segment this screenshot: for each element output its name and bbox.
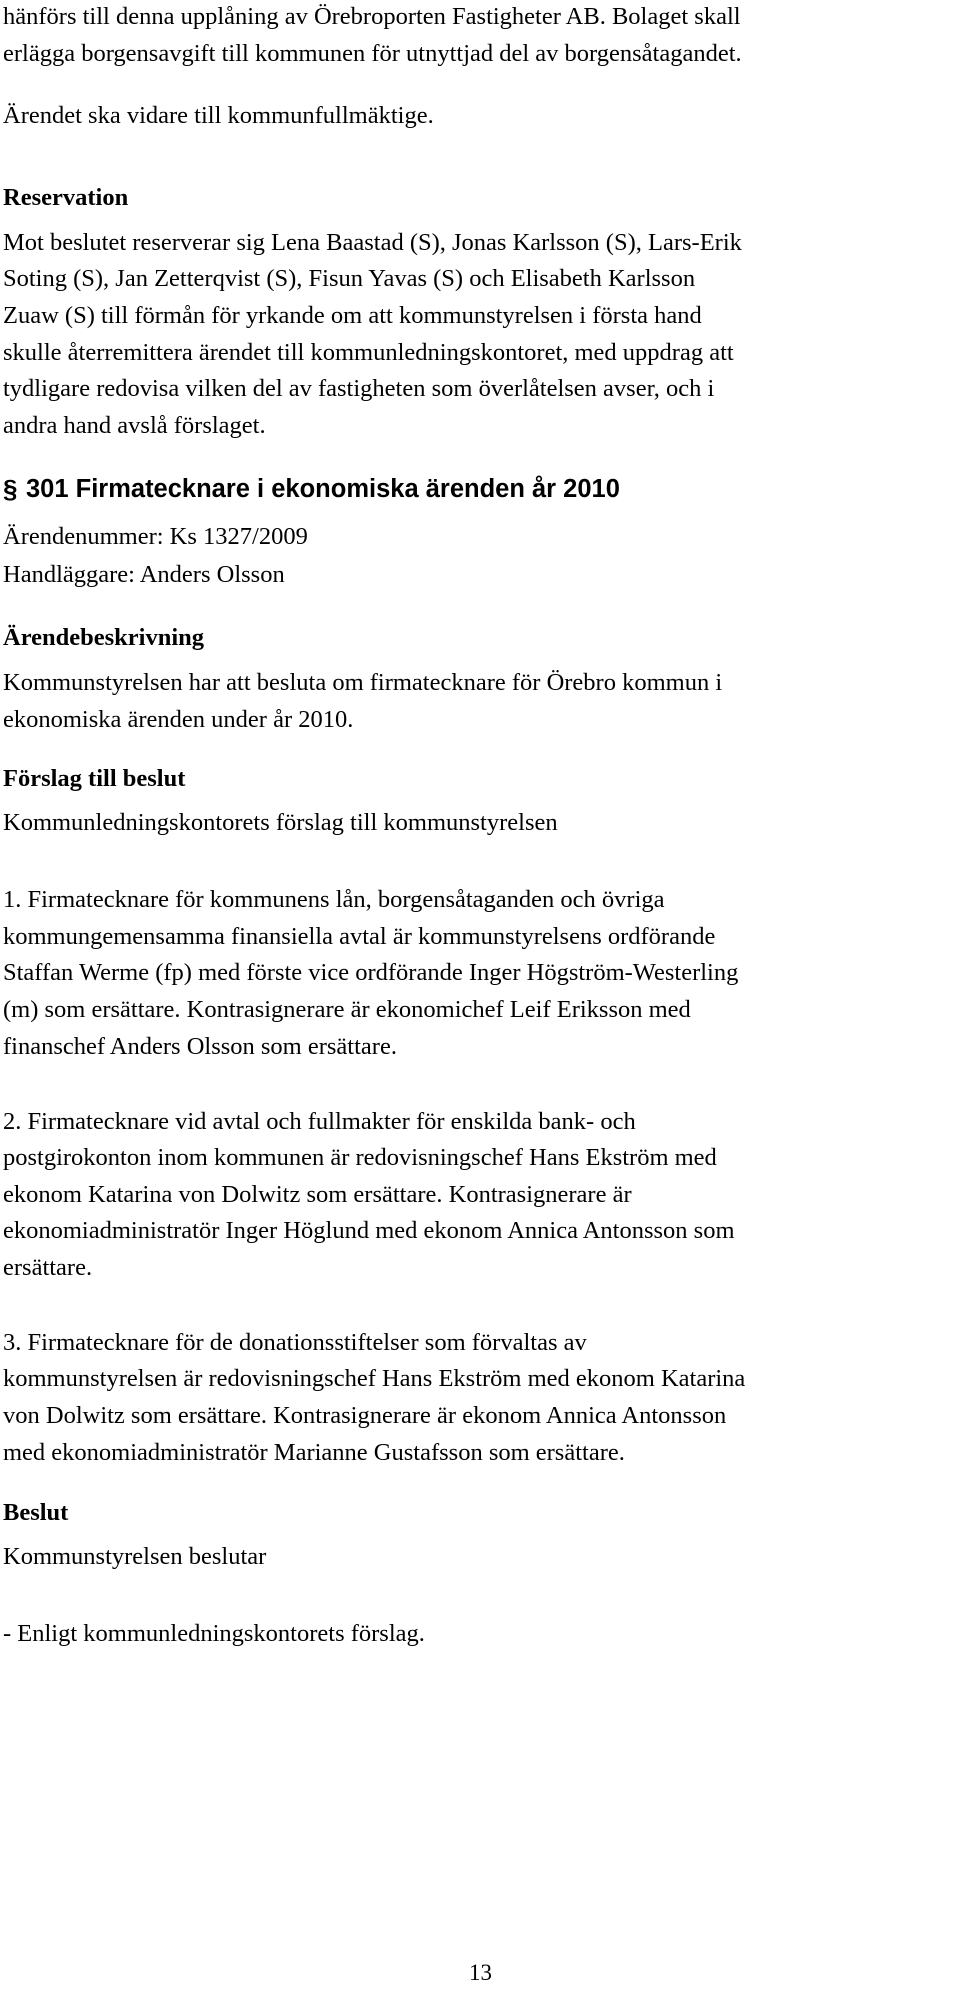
reservation-line-4: skulle återremittera ärendet till kommunledningskontoret, med uppdrag att	[3, 339, 734, 366]
point-1-line-5: finanschef Anders Olsson som ersättare.	[3, 1033, 397, 1060]
point-1-line-1: 1. Firmatecknare för kommunens lån, borgensåtaganden och övriga	[3, 886, 665, 913]
description-line-1: Kommunstyrelsen har att besluta om firmatecknare för Örebro kommun i	[3, 669, 723, 696]
point-3-line-4: med ekonomiadministratör Marianne Gustafsson som ersättare.	[3, 1439, 625, 1466]
point-1-line-2: kommungemensamma finansiella avtal är kommunstyrelsens ordförande	[3, 923, 716, 950]
point-2-line-4: ekonomiadministratör Inger Höglund med ekonom Annica Antonsson som	[3, 1217, 735, 1244]
point-1-line-3: Staffan Werme (fp) med förste vice ordförande Inger Högström-Westerling	[3, 959, 739, 986]
point-2-line-3: ekonom Katarina von Dolwitz som ersättare. Kontrasignerare är	[3, 1181, 632, 1208]
proposal-subheading: Kommunledningskontorets förslag till kommunstyrelsen	[3, 809, 558, 836]
description-line-2: ekonomiska ärenden under år 2010.	[3, 706, 354, 733]
decision-line-2: - Enligt kommunledningskontorets förslag.	[3, 1620, 425, 1647]
point-2-line-2: postgirokonton inom kommunen är redovisningschef Hans Ekström med	[3, 1144, 717, 1171]
point-3-line-2: kommunstyrelsen är redovisningschef Hans Ekström med ekonom Katarina	[3, 1365, 746, 1392]
point-2-line-5: ersättare.	[3, 1254, 93, 1281]
reservation-line-2: Soting (S), Jan Zetterqvist (S), Fisun Yavas (S) och Elisabeth Karlsson	[3, 265, 696, 292]
reservation-line-3: Zuaw (S) till förmån för yrkande om att kommunstyrelsen i första hand	[3, 302, 702, 329]
point-3-line-1: 3. Firmatecknare för de donationsstiftelser som förvaltas av	[3, 1329, 587, 1356]
reservation-line-6: andra hand avslå förslaget.	[3, 412, 266, 439]
section-symbol: §	[3, 474, 18, 504]
decision-line-1: Kommunstyrelsen beslutar	[3, 1543, 267, 1570]
point-2-line-1: 2. Firmatecknare vid avtal och fullmakter för enskilda bank- och	[3, 1108, 636, 1135]
proposal-heading: Förslag till beslut	[3, 765, 186, 792]
intro-line-3: Ärendet ska vidare till kommunfullmäktige.	[3, 102, 434, 129]
point-1-line-4: (m) som ersättare. Kontrasignerare är ekonomichef Leif Eriksson med	[3, 996, 691, 1023]
intro-line-1: hänförs till denna upplåning av Örebroporten Fastigheter AB. Bolaget skall	[3, 3, 741, 30]
reservation-heading: Reservation	[3, 184, 129, 211]
reservation-line-1: Mot beslutet reserverar sig Lena Baastad (S), Jonas Karlsson (S), Lars-Erik	[3, 229, 742, 256]
case-officer: Handläggare: Anders Olsson	[3, 561, 285, 588]
intro-line-2: erlägga borgensavgift till kommunen för utnyttjad del av borgensåtagandet.	[3, 40, 742, 67]
case-number: Ärendenummer: Ks 1327/2009	[3, 523, 308, 550]
description-heading: Ärendebeskrivning	[3, 624, 205, 651]
decision-heading: Beslut	[3, 1499, 69, 1526]
reservation-line-5: tydligare redovisa vilken del av fastigheten som överlåtelsen avser, och i	[3, 375, 715, 402]
page-number: 13	[469, 1960, 492, 1985]
point-3-line-3: von Dolwitz som ersättare. Kontrasignerare är ekonom Annica Antonsson	[3, 1402, 727, 1429]
item-title: 301 Firmatecknare i ekonomiska ärenden år 2010	[26, 475, 620, 503]
